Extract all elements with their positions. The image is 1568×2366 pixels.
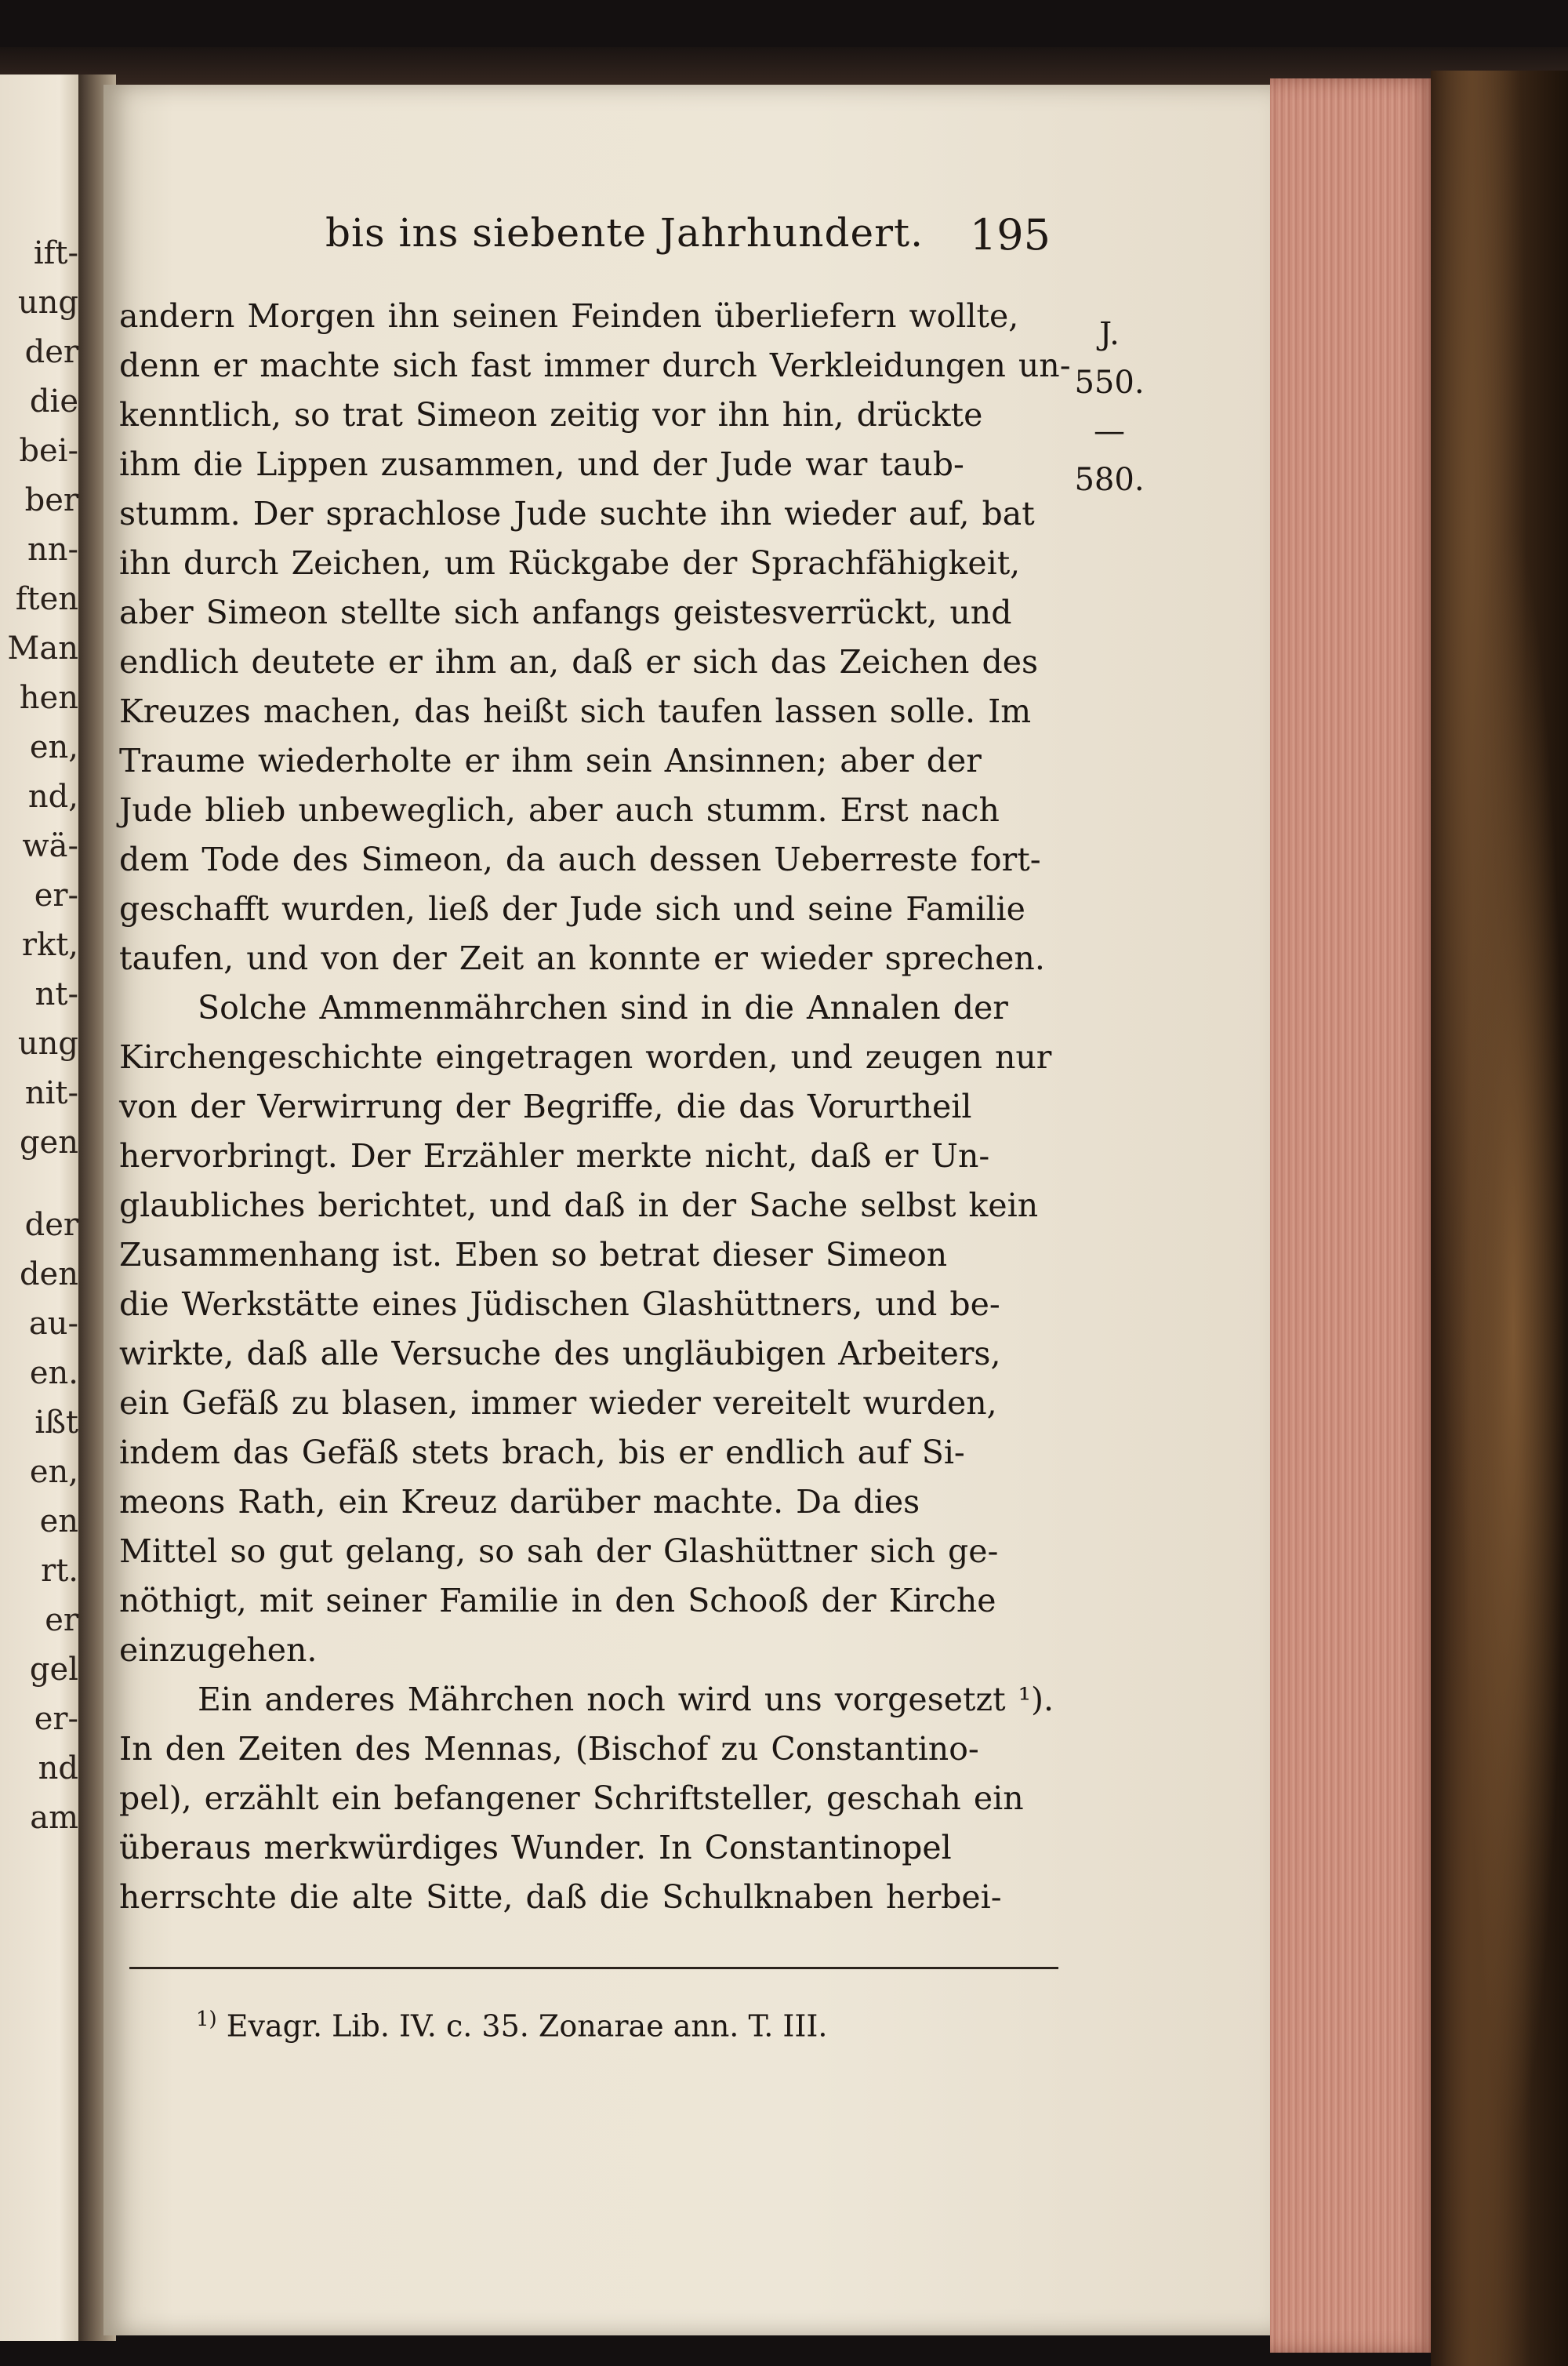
text-line: Traume wiederholte er ihm sein Ansinnen; aber der	[119, 742, 982, 780]
text-line: dem Tode des Simeon, da auch dessen Ueberreste fort-	[119, 841, 1041, 878]
left-page-fragment: den	[19, 1256, 78, 1292]
text-line: Jude blieb unbeweglich, aber auch stumm. Erst nach	[119, 791, 1000, 829]
footnote-rule	[129, 1967, 1058, 1969]
left-page-fragment: der	[24, 334, 78, 370]
left-page-fragment: gel	[29, 1652, 78, 1688]
text-line: pel), erzählt ein befangener Schriftsteller, geschah ein	[119, 1779, 1024, 1817]
text-line: überaus merkwürdiges Wunder. In Constantinopel	[119, 1829, 952, 1866]
left-page-fragment: ung	[17, 1026, 78, 1062]
text-line: aber Simeon stellte sich anfangs geistesverrückt, und	[119, 594, 1012, 631]
left-page-fragment: bei-	[19, 433, 78, 469]
left-page-edge	[0, 75, 85, 2341]
left-page-fragment: ber	[24, 482, 78, 518]
text-line: einzugehen.	[119, 1631, 318, 1669]
text-line: endlich deutete er ihm an, daß er sich das Zeichen des	[119, 643, 1039, 681]
text-line: glaubliches berichtet, und daß in der Sache selbst kein	[119, 1187, 1039, 1224]
text-line: stumm. Der sprachlose Jude suchte ihn wieder auf, bat	[119, 495, 1035, 532]
margin-year-note	[1058, 310, 1160, 504]
left-page-fragment: en	[39, 1503, 78, 1539]
left-page-fragment: ften	[15, 581, 78, 617]
margin-note-line: —	[1094, 413, 1125, 449]
left-page-fragment: nd,	[27, 779, 78, 815]
left-page-fragment: ift-	[33, 235, 78, 271]
left-page-fragment: die	[29, 383, 78, 420]
left-page-fragment: er	[45, 1602, 78, 1638]
left-page-fragment: nd	[38, 1750, 78, 1786]
left-page-fragment: Man	[7, 631, 78, 667]
text-line: nöthigt, mit seiner Familie in den Schooß der Kirche	[119, 1582, 996, 1619]
text-line: meons Rath, ein Kreuz darüber machte. Da dies	[119, 1483, 920, 1521]
left-page-fragment: am	[30, 1800, 78, 1836]
left-page-fragment: gen	[19, 1125, 78, 1161]
margin-note-line: 550.	[1074, 365, 1145, 401]
left-page-fragment: nit-	[24, 1075, 78, 1111]
text-line: Mittel so gut gelang, so sah der Glashüttner sich ge-	[119, 1532, 999, 1570]
left-page-fragment: au-	[28, 1306, 78, 1342]
left-page-fragment: hen	[19, 680, 78, 716]
text-line: ihm die Lippen zusammen, und der Jude war taub-	[119, 445, 964, 483]
left-page-fragment: ißt	[34, 1405, 78, 1441]
text-line: wirkte, daß alle Versuche des ungläubigen Arbeiters,	[119, 1335, 1001, 1372]
page-number: 195	[969, 210, 1051, 260]
text-line: andern Morgen ihn seinen Feinden überliefern wollte,	[119, 297, 1019, 335]
left-page-fragment: wä-	[22, 828, 78, 864]
text-line: ein Gefäß zu blasen, immer wieder vereitelt wurden,	[119, 1384, 997, 1422]
text-line: indem das Gefäß stets brach, bis er endlich auf Si-	[119, 1434, 965, 1471]
footnote	[196, 2008, 828, 2044]
text-line: die Werkstätte eines Jüdischen Glashüttners, und be-	[119, 1285, 1000, 1323]
marbled-back-cover	[1431, 71, 1568, 2366]
text-line: denn er machte sich fast immer durch Verkleidungen un-	[119, 347, 1071, 384]
text-line: von der Verwirrung der Begriffe, die das Vorurtheil	[119, 1088, 972, 1125]
running-title: bis ins siebente Jahrhundert.	[325, 210, 924, 256]
margin-note-line: 580.	[1074, 462, 1145, 498]
left-page-fragment: en.	[29, 1355, 78, 1391]
text-line: taufen, und von der Zeit an konnte er wieder sprechen.	[119, 939, 1045, 977]
text-line: Solche Ammenmährchen sind in die Annalen der	[198, 989, 1008, 1027]
page-header	[325, 210, 1074, 273]
footnote-marker: 1)	[196, 2008, 217, 2031]
text-line: Ein anderes Mährchen noch wird uns vorgesetzt ¹).	[198, 1681, 1054, 1718]
left-page-fragment: rkt,	[21, 927, 78, 963]
text-line: Kirchengeschichte eingetragen worden, und zeugen nur	[119, 1038, 1052, 1076]
left-page-fragment: nt-	[34, 976, 78, 1012]
left-page-fragment: er-	[34, 878, 78, 914]
text-line: geschafft wurden, ließ der Jude sich und seine Familie	[119, 890, 1025, 928]
left-page-fragment: der	[24, 1207, 78, 1243]
left-page-fragment: er-	[34, 1701, 78, 1737]
text-line: herrschte die alte Sitte, daß die Schulknaben herbei-	[119, 1878, 1002, 1916]
left-page-fragment: ung	[17, 285, 78, 321]
text-line: hervorbringt. Der Erzähler merkte nicht, daß er Un-	[119, 1137, 990, 1175]
left-page-fragment: en,	[29, 1454, 78, 1490]
body-text	[119, 292, 1071, 1922]
text-line: kenntlich, so trat Simeon zeitig vor ihn hin, drückte	[119, 396, 983, 434]
page-block-edge	[1270, 78, 1435, 2353]
text-line: ihn durch Zeichen, um Rückgabe der Sprachfähigkeit,	[119, 544, 1021, 582]
text-line: Kreuzes machen, das heißt sich taufen lassen solle. Im	[119, 692, 1032, 730]
margin-note-line: J.	[1099, 316, 1120, 352]
left-page-fragment: rt.	[41, 1553, 78, 1589]
text-line: Zusammenhang ist. Eben so betrat dieser Simeon	[119, 1236, 948, 1274]
left-page-fragment: nn-	[27, 532, 78, 568]
text-line: In den Zeiten des Mennas, (Bischof zu Constantino-	[119, 1730, 979, 1768]
left-page-fragment: en,	[29, 729, 78, 765]
footnote-text: Evagr. Lib. IV. c. 35. Zonarae ann. T. III.	[226, 2008, 828, 2044]
